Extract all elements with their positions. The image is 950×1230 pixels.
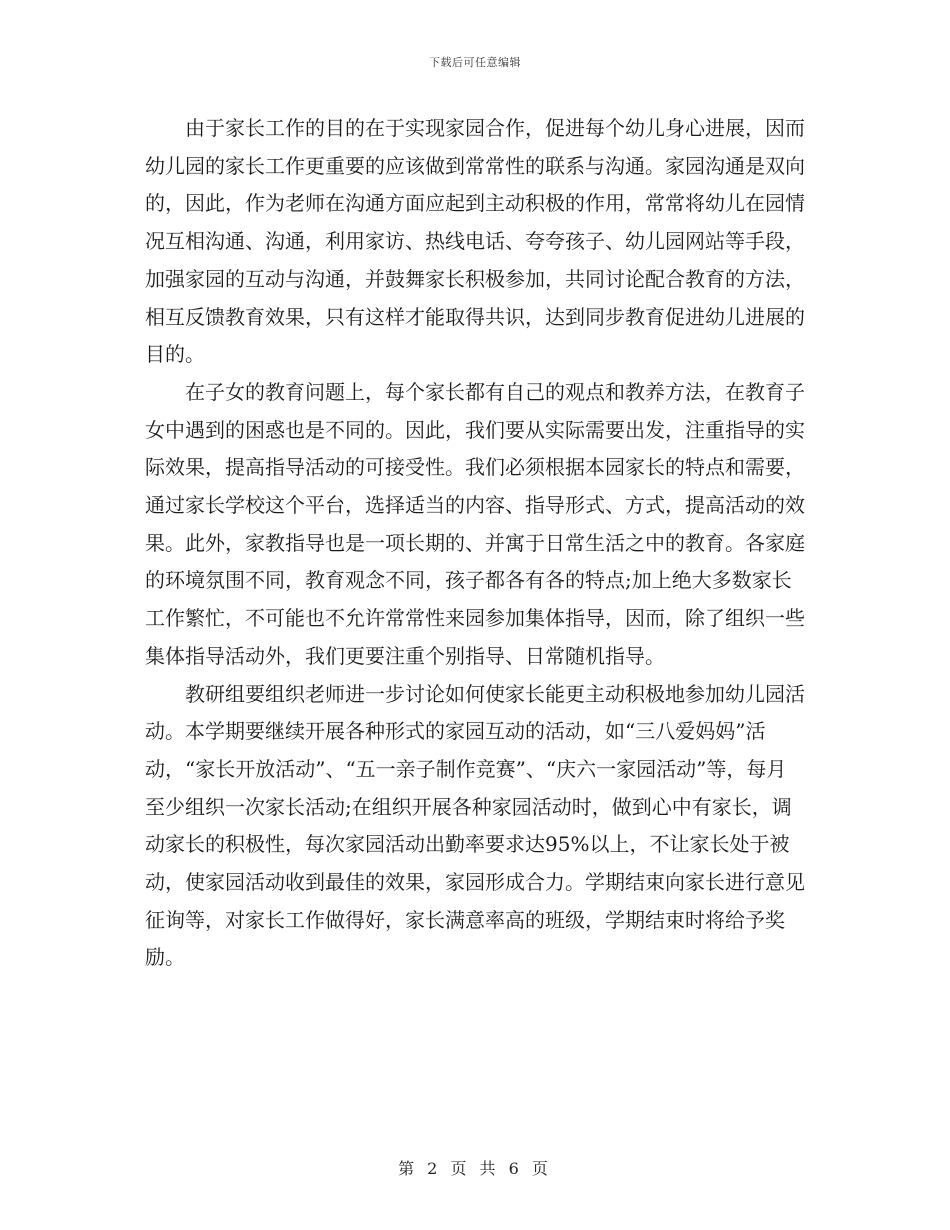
paragraph-1: 由于家长工作的目的在于实现家园合作，促进每个幼儿身心进展，因而幼儿园的家长工作更重要的应该做到常常性的联系与沟通。家园沟通是双向的，因此，作为老师在沟通方面应起到主动积极的作用，常常将幼儿在园情况互相沟通、沟通，利用家访、热线电话、夸夸孩子、幼儿园网站等手段，加强家园的互动与沟通，并鼓舞家长积极参加，共同讨论配合教育的方法，相互反馈教育效果，只有这样才能取得共识，达到同步教育促进幼儿进展的目的。 [145, 116, 805, 367]
page-number-footer: 第 2 页 共 6 页 [398, 1159, 552, 1178]
paragraph-3: 教研组要组织老师进一步讨论如何使家长能更主动积极地参加幼儿园活动。本学期要继续开展各种形式的家园互动的活动，如“三八爱妈妈”活动，“家长开放活动”、“五一亲子制作竞赛”、“庆六一家园活动”等，每月至少组织一次家长活动;在组织开展各种家园活动时，做到心中有家长，调动家长的积极性，每次家园活动出勤率要求达95%以上，不让家长处于被动，使家园活动收到最佳的效果，家园形成合力。学期结束向家长进行意见征询等，对家长工作做得好，家长满意率高的班级，学期结束时将给予奖励。 [145, 681, 805, 970]
page-header: 下载后可任意编辑 [429, 56, 521, 69]
paragraph-2: 在子女的教育问题上，每个家长都有自己的观点和教养方法，在教育子女中遇到的困惑也是不同的。因此，我们要从实际需要出发，注重指导的实际效果，提高指导活动的可接受性。我们必须根据本园家长的特点和需要，通过家长学校这个平台，选择适当的内容、指导形式、方式，提高活动的效果。此外，家教指导也是一项长期的、并寓于日常生活之中的教育。各家庭的环境氛围不同，教育观念不同，孩子都各有各的特点;加上绝大多数家长工作繁忙，不可能也不允许常常性来园参加集体指导，因而，除了组织一些集体指导活动外，我们更要注重个别指导、日常随机指导。 [145, 379, 805, 668]
document-body [145, 110, 805, 977]
